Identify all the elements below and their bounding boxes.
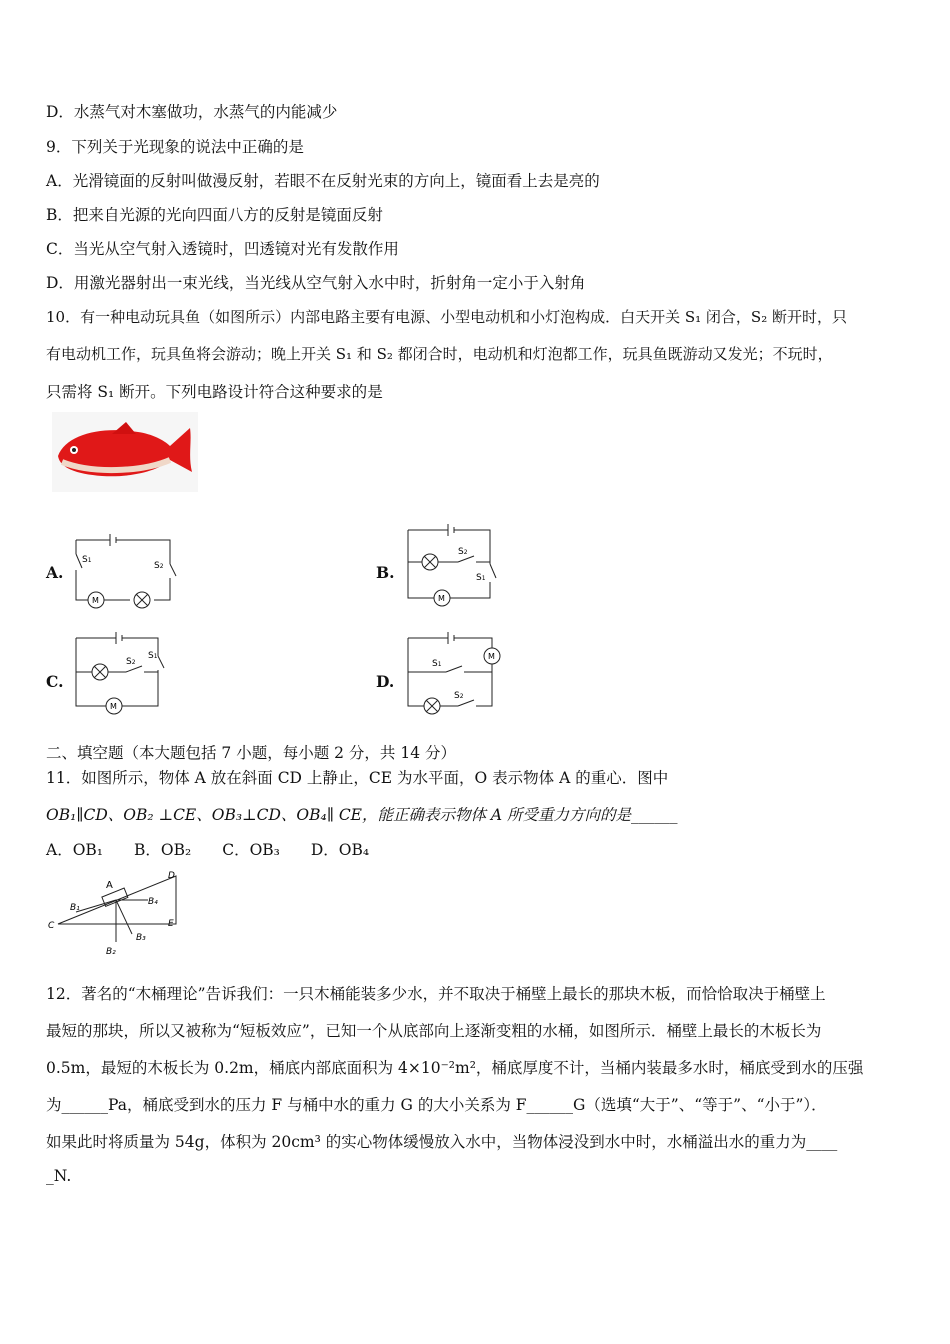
q12-stem-line6: _N. — [46, 1167, 72, 1185]
toy-fish-image — [52, 412, 198, 492]
switch-s1-label: S1 — [148, 651, 158, 661]
circuit-option-b-label: B. — [376, 563, 395, 582]
q12-stem-line4: 为______Pa，桶底受到水的压力 F 与桶中水的重力 G 的大小关系为 F______G（选填“大于”、“等于”、“小于”）． — [46, 1096, 827, 1114]
motor-label: M — [92, 596, 99, 605]
incline-diagram — [44, 866, 186, 956]
q9-option-c: C．当光从空气射入透镜时，凹透镜对光有发散作用 — [46, 240, 399, 258]
circuit-option-c-label: C. — [46, 672, 64, 691]
label-a: A — [106, 880, 113, 891]
circuit-option-d-label: D. — [376, 672, 395, 691]
circuit-option-a-label: A. — [46, 563, 64, 582]
q12-stem-line2: 最短的那块，所以又被称为“短板效应”，已知一个从底部向上逐渐变粗的水桶，如图所示．桶壁上最长的木板长为 — [46, 1022, 822, 1040]
circuit-a-diagram — [70, 528, 180, 610]
circuit-c-diagram — [70, 628, 170, 720]
switch-s1-label: S1 — [82, 555, 92, 565]
q12-stem-line3: 0.5m，最短的木板长为 0.2m，桶底内部底面积为 4×10⁻²m²，桶底厚度不计，当桶内装最多水时，桶底受到水的压强 — [46, 1059, 864, 1077]
label-b4: B₄ — [148, 897, 158, 907]
q12-stem-line1: 12．著名的“木桶理论”告诉我们：一只木桶能装多少水，并不取决于桶壁上最长的那块木板，而恰恰取决于桶壁上 — [46, 985, 826, 1003]
q9-stem: 9．下列关于光现象的说法中正确的是 — [46, 138, 304, 156]
label-d: D — [168, 871, 175, 881]
q9-option-b: B．把来自光源的光向四面八方的反射是镜面反射 — [46, 206, 383, 224]
circuit-d-diagram — [402, 628, 506, 720]
switch-s2-label: S2 — [458, 547, 468, 557]
switch-s1-label: S1 — [476, 573, 486, 583]
circuit-b-diagram — [402, 520, 502, 610]
switch-s2-label: S2 — [454, 691, 464, 701]
q9-option-d: D．用激光器射出一束光线，当光线从空气射入水中时，折射角一定小于入射角 — [46, 274, 586, 292]
switch-s1-label: S1 — [432, 659, 442, 669]
label-e: E — [168, 919, 174, 929]
motor-label: M — [110, 702, 117, 711]
q10-stem-line2: 有电动机工作，玩具鱼将会游动；晚上开关 S₁ 和 S₂ 都闭合时，电动机和灯泡都工作，玩具鱼既游动又发光；不玩时， — [46, 345, 833, 363]
q11-stem-line2: OB₁∥CD、OB₂ ⊥CE、OB₃⊥CD、OB₄∥ CE，能正确表示物体 A 所受重力方向的是______ — [46, 806, 678, 824]
label-b1: B₁ — [70, 903, 80, 913]
label-c: C — [48, 921, 55, 931]
q11-stem-line1: 11．如图所示，物体 A 放在斜面 CD 上静止，CE 为水平面，O 表示物体 A 的重心．图中 — [46, 769, 669, 787]
q10-stem-line3: 只需将 S₁ 断开。下列电路设计符合这种要求的是 — [46, 383, 383, 401]
motor-label: M — [488, 652, 495, 661]
q10-stem-line1: 10．有一种电动玩具鱼（如图所示）内部电路主要有电源、小型电动机和小灯泡构成．白天开关 S₁ 闭合，S₂ 断开时，只 — [46, 308, 847, 326]
motor-label: M — [438, 594, 445, 603]
section2-title: 二、填空题（本大题包括 7 小题，每小题 2 分，共 14 分） — [46, 744, 457, 762]
label-b2: B₂ — [106, 947, 116, 956]
label-b3: B₃ — [136, 933, 146, 943]
q9-option-a: A．光滑镜面的反射叫做漫反射，若眼不在反射光束的方向上，镜面看上去是亮的 — [46, 172, 600, 190]
q11-options: A．OB₁ B．OB₂ C．OB₃ D．OB₄ — [46, 841, 370, 859]
q12-stem-line5: 如果此时将质量为 54g，体积为 20cm³ 的实心物体缓慢放入水中，当物体浸没到水中时，水桶溢出水的重力为____ — [46, 1133, 838, 1151]
switch-s2-label: S2 — [126, 657, 136, 667]
switch-s2-label: S2 — [154, 561, 164, 571]
q8-option-d: D．水蒸气对木塞做功，水蒸气的内能减少 — [46, 103, 338, 121]
